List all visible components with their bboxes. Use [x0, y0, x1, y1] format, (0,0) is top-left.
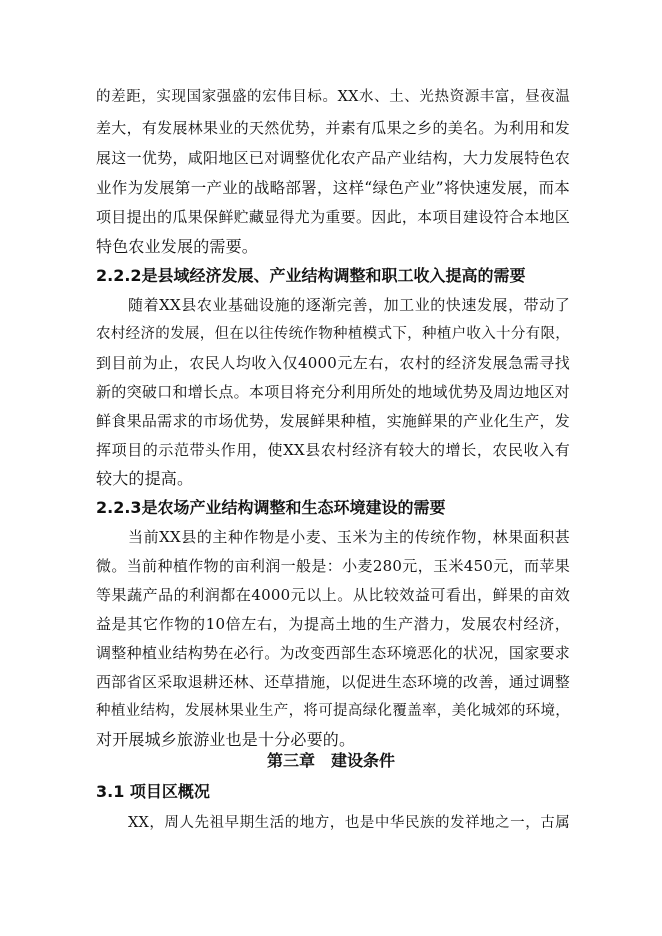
- paragraph-line: 鲜食果品需求的市场优势，发展鲜果种植，实施鲜果的产业化生产，发: [96, 412, 570, 430]
- paragraph-line: XX，周人先祖早期生活的地方，也是中华民族的发祥地之一，古属: [128, 815, 570, 831]
- paragraph-line: 的差距，实现国家强盛的宏伟目标。XX水、土、光热资源丰富，昼夜温: [96, 89, 570, 105]
- paragraph-line: 较大的提高。: [96, 469, 194, 488]
- paragraph-line: 西部省区采取退耕还林、还草措施，以促进生态环境的改善，通过调整: [96, 673, 570, 691]
- section-heading-3-1: 3.1 项目区概况: [96, 782, 210, 801]
- section-heading-2-2-3: 2.2.3是农场产业结构调整和生态环境建设的需要: [96, 498, 446, 517]
- paragraph-line: 项目提出的瓜果保鲜贮藏显得尤为重要。因此，本项目建设符合本地区: [96, 208, 570, 226]
- paragraph-line: 差大，有发展林果业的天然优势，并素有瓜果之乡的美名。为利用和发: [96, 119, 570, 137]
- paragraph-line: 当前XX县的主种作物是小麦、玉米为主的传统作物，林果面积甚: [128, 528, 570, 546]
- paragraph-line: 益是其它作物的10倍左右，为提高土地的生产潜力，发展农村经济，: [96, 615, 570, 633]
- paragraph-line: 调整种植业结构势在必行。为改变西部生态环境恶化的状况，国家要求: [96, 644, 570, 662]
- paragraph-line: 农村经济的发展，但在以往传统作物种植模式下，种植户收入十分有限，: [96, 326, 570, 342]
- paragraph-line: 新的突破口和增长点。本项目将充分利用所处的地域优势及周边地区对: [96, 383, 570, 401]
- paragraph-line: 特色农业发展的需要。: [96, 237, 259, 256]
- paragraph-line: 到目前为止，农民人均收入仅4000元左右，农村的经济发展急需寻找: [96, 354, 570, 372]
- section-heading-2-2-2: 2.2.2是县域经济发展、产业结构调整和职工收入提高的需要: [96, 266, 526, 285]
- paragraph-line: 随着XX县农业基础设施的逐渐完善，加工业的快速发展，带动了: [128, 296, 570, 314]
- paragraph-line: 展这一优势，咸阳地区已对调整优化农产品产业结构，大力发展特色农: [96, 149, 570, 167]
- chapter-title: 第三章 建设条件: [266, 751, 395, 770]
- paragraph-line: 对开展城乡旅游业也是十分必要的。: [96, 730, 356, 749]
- paragraph-line: 种植业结构，发展林果业生产，将可提高绿化覆盖率，美化城郊的环境，: [96, 703, 570, 719]
- paragraph-line: 业作为发展第一产业的战略部署，这样“绿色产业”将快速发展，而本: [96, 179, 570, 197]
- paragraph-line: 微。当前种植作物的亩利润一般是：小麦280元，玉米450元，而苹果: [96, 557, 570, 575]
- paragraph-line: 等果蔬产品的利润都在4000元以上。从比较效益可看出，鲜果的亩效: [96, 586, 570, 604]
- paragraph-line: 挥项目的示范带头作用，使XX县农村经济有较大的增长，农民收入有: [96, 441, 570, 459]
